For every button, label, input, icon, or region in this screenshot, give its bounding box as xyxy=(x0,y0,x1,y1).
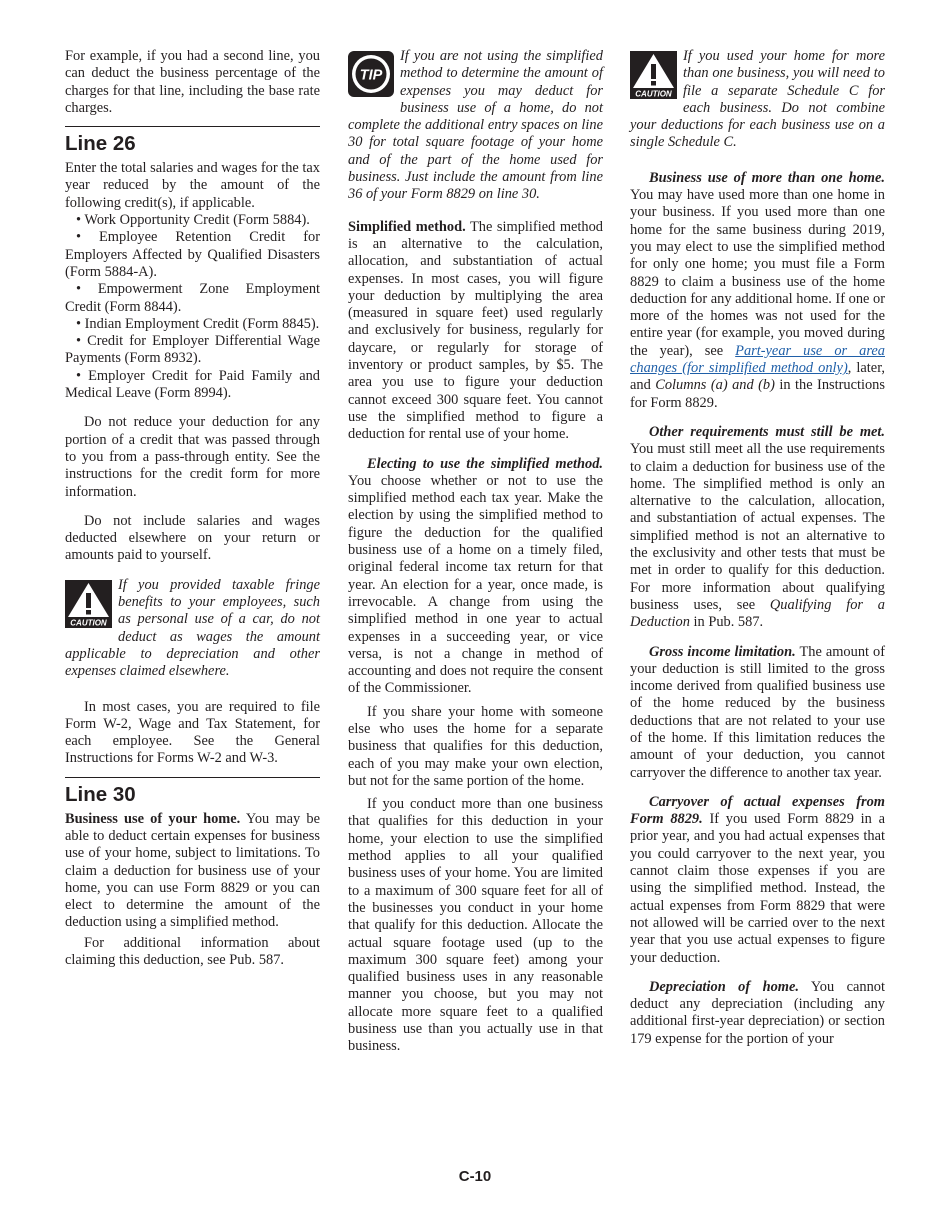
bullet-text: Employer Credit for Paid Family and Medical Leave (Form 8994). xyxy=(65,367,320,402)
gross-income-text: The amount of your deduction is still limited to the gross income derived from qualified business use of the home reduced by the business deductions that are not related to your use of the home. If this limitation reduces the amount of your deduction, you cannot carryover the difference to another tax year. xyxy=(630,643,885,781)
conduct-paragraph: If you conduct more than one business that qualifies for this deduction in your home, your election to use the simplified method applies to all your qualified business uses of your home. You are limited to a maximum of 300 square feet for all of the businesses you conduct in your home that qualify for this deduction. Allocate the actual square footage used (up to the maximum 300 square feet) among your qualified business uses in any reasonable manner you choose, but you may not allocate more square feet to a qualified business use than you actually use in that business. xyxy=(348,796,603,1055)
column-middle xyxy=(348,48,603,1056)
carryover-paragraph xyxy=(630,794,885,967)
depreciation-lead: Depreciation of home. xyxy=(649,978,799,995)
caution-note-text: If you provided taxable fringe benefits to your employees, such as personal use of a car, do not deduct as wages the amount applicable to depreciation and other expenses claimed elsewhere. xyxy=(65,576,320,680)
more-than-one-home-lead: Business use of more than one home. xyxy=(649,169,885,186)
bullet-item: • Empowerment Zone Employment Credit (Form 8844). xyxy=(65,281,321,315)
qualifying-reference: Qualifying for a Deduction xyxy=(630,596,885,631)
column-left xyxy=(65,48,320,969)
bullet-item: • Employee Retention Credit for Employers Affected by Qualified Disasters (Form 5884-A). xyxy=(65,229,320,280)
caution-note xyxy=(630,48,885,152)
gross-income-paragraph xyxy=(630,644,885,782)
more-than-one-home-mid: , later, and xyxy=(630,360,886,394)
svg-text:CAUTION: CAUTION xyxy=(635,89,672,99)
simplified-method-lead: Simplified method. xyxy=(348,218,466,235)
bullet-text: Employee Retention Credit for Employers Affected by Qualified Disasters (Form 5884-A). xyxy=(65,229,320,280)
bullet-item: • Credit for Employer Differential Wage Payments (Form 8932). xyxy=(65,333,321,367)
electing-text: You choose whether or not to use the simplified method each tax year. Make the election by using the simplified method to figure the deduction for the qualified business use of a home on a timely filed, original federal income tax return for that year. An election for a year, once made, is irrevocable. A change from using the simplified method in one year to actual expenses in a succeeding year, or vice versa, is not a change in method of accounting and does not require the consent of the Commissioner. xyxy=(348,472,603,697)
bullet-item: • Indian Employment Credit (Form 8845). xyxy=(76,315,320,332)
tip-icon xyxy=(348,51,394,102)
part-year-use-link[interactable]: Part-year use or area changes (for simplified method only) xyxy=(630,342,885,377)
business-use-paragraph xyxy=(65,811,320,932)
gross-income-lead: Gross income limitation. xyxy=(649,643,796,660)
more-than-one-home-end: in the Instructions for Form 8829. xyxy=(630,377,885,411)
depreciation-text: You cannot deduct any depreciation (including any additional first-year depreciation) or section 179 expense for the portion of your xyxy=(630,978,885,1047)
carryover-lead: Carryover of actual expenses from Form 8829. xyxy=(630,793,885,828)
svg-text:CAUTION: CAUTION xyxy=(70,618,107,628)
simplified-method-text: The simplified method is an alternative to the calculation, allocation, and substantiation of actual expenses. In most cases, you will figure your deduction by multiplying the area (measured in square feet) used regularly and exclusively for business, regularly for daycare, or regularly for storage of inventory or product samples, by $5. The area you use to figure your deduction cannot exceed 300 square feet. You cannot use the simplified method to figure a deduction for rental use of your home. xyxy=(348,218,604,443)
simplified-method-paragraph xyxy=(348,219,603,444)
column-right xyxy=(630,48,885,1048)
tip-note-text: If you are not using the simplified method to determine the amount of expenses you may deduct for business use of a home, do not complete the additional entry spaces on line 30 for total square footage of your home and of the part of the home used for business. Just include the amount from line 36 of your Form 8829 on line 30. xyxy=(348,48,603,203)
depreciation-paragraph xyxy=(630,979,885,1048)
carryover-text: If you used Form 8829 in a prior year, and you had actual expenses that you could carryover to the next year, you cannot claim those expenses if you are using the simplified method. Instead, the actual expenses from Form 8829 that were not allowed will be carried over to the next year that you use actual expenses to figure your deduction. xyxy=(630,811,885,966)
section-divider xyxy=(65,777,320,778)
include-paragraph: Do not include salaries and wages deducted elsewhere on your return or amounts paid to yourself. xyxy=(65,512,320,564)
caution-note-text: If you used your home for more than one business, you will need to file a separate Schedule C for each business. Do not combine your deductions for each business use on a single Schedule C. xyxy=(630,48,885,151)
bullet-item: • Employer Credit for Paid Family and Medical Leave (Form 8994). xyxy=(65,367,320,402)
bullet-text: Work Opportunity Credit (Form 5884). xyxy=(84,212,310,229)
bullet-text: Empowerment Zone Employment Credit (Form 8844). xyxy=(65,281,321,315)
other-requirements-paragraph xyxy=(630,424,885,632)
svg-text:TIP: TIP xyxy=(359,67,383,84)
tip-note xyxy=(348,48,603,204)
line-26-heading: Line 26 xyxy=(65,132,136,156)
more-than-one-home-paragraph xyxy=(630,170,885,412)
bullet-text: Credit for Employer Differential Wage Payments (Form 8932). xyxy=(65,333,321,367)
bullet-text: Indian Employment Credit (Form 8845). xyxy=(84,315,320,332)
more-than-one-home-text: You may have used more than one home in your business. If you used more than one home for the same business during 2019, you may elect to use the simplified method for only one home; you must file a Form 8829 to claim a business use of the home deduction for any additional home. If one or more of the homes was not used for the entire year (for example, you moved during the year), see xyxy=(630,187,885,359)
other-requirements-lead: Other requirements must still be met. xyxy=(649,423,885,440)
intro-paragraph: For example, if you had a second line, you can deduct the business percentage of the charges for that line, including the base rate charges. xyxy=(65,48,320,116)
section-divider xyxy=(65,126,320,127)
other-requirements-text: You must still meet all the use requirements to claim a deduction for business use of the home. The simplified method is only an alternative to the calculation, allocation, and substantiation of actual expenses. The simplified method is not an alternative to the exclusivity and other tests that must be met in order to qualify for this deduction. For more information about qualifying business uses, see xyxy=(630,441,885,613)
business-use-text: You may be able to deduct certain expenses for business use of your home, subject to limitations. To claim a deduction for business use of your home, you can use Form 8829 or you can elect to determine the amount of the deduction using a simplified method. xyxy=(65,810,320,931)
additional-info-paragraph: For additional information about claiming this deduction, see Pub. 587. xyxy=(65,934,320,969)
business-use-lead: Business use of your home. xyxy=(65,810,241,827)
w2-paragraph: In most cases, you are required to file Form W-2, Wage and Tax Statement, for each employee. See the General Instructions for Forms W-2 and W-3. xyxy=(65,698,320,767)
caution-icon xyxy=(630,51,677,104)
line-30-heading: Line 30 xyxy=(65,782,136,806)
caution-note xyxy=(65,577,320,681)
bullet-item: • Work Opportunity Credit (Form 5884). xyxy=(76,212,310,229)
electing-paragraph xyxy=(348,456,603,698)
reduce-paragraph: Do not reduce your deduction for any portion of a credit that was passed through to you from a pass-through entity. See the instructions for the credit form for more information. xyxy=(65,414,320,500)
caution-icon xyxy=(65,580,112,633)
share-paragraph: If you share your home with someone else who uses the home for a separate business that qualifies for this deduction, each of you may make your own election, but not for the same portion of the home. xyxy=(348,703,603,789)
page-number: C-10 xyxy=(458,1168,492,1185)
electing-lead: Electing to use the simplified method. xyxy=(367,455,603,472)
columns-reference: Columns (a) and (b) xyxy=(655,377,775,394)
other-requirements-end: in Pub. 587. xyxy=(689,614,764,631)
line-26-paragraph: Enter the total salaries and wages for the tax year reduced by the amount of the following credit(s), if applicable. xyxy=(65,160,320,211)
